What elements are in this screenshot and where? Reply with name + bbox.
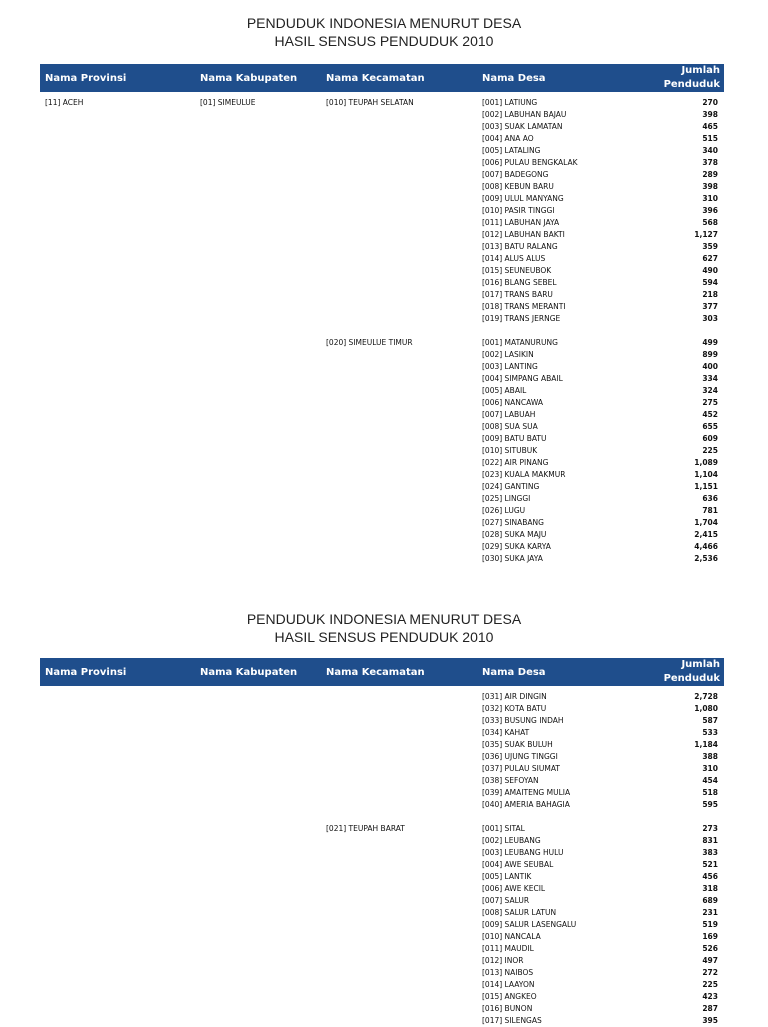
jumlah-cell: 359 (702, 242, 718, 251)
jumlah-cell: 636 (702, 494, 718, 503)
kabupaten-cell: [01] SIMEULUE (200, 98, 256, 107)
desa-cell: [032] KOTA BATU (482, 704, 547, 713)
desa-cell: [039] AMAITENG MULIA (482, 788, 571, 797)
header-kabupaten: Nama Kabupaten (200, 73, 298, 84)
jumlah-cell: 378 (702, 158, 718, 167)
header-provinsi: Nama Provinsi (45, 73, 127, 84)
jumlah-cell: 595 (702, 800, 718, 809)
desa-cell: [015] SEUNEUBOK (482, 266, 552, 275)
jumlah-cell: 1,104 (694, 470, 718, 479)
jumlah-cell: 272 (702, 968, 718, 977)
desa-cell: [015] ANGKEO (482, 992, 537, 1001)
desa-cell: [011] MAUDIL (482, 944, 534, 953)
desa-cell: [008] SUA SUA (482, 422, 538, 431)
desa-cell: [024] GANTING (482, 482, 540, 491)
desa-cell: [014] LAAYON (482, 980, 535, 989)
desa-cell: [030] SUKA JAYA (482, 554, 543, 563)
table-header (40, 64, 724, 92)
desa-cell: [029] SUKA KARYA (482, 542, 551, 551)
jumlah-cell: 334 (702, 374, 718, 383)
jumlah-cell: 452 (702, 410, 718, 419)
jumlah-cell: 2,415 (694, 530, 718, 539)
jumlah-cell: 465 (702, 122, 718, 131)
desa-cell: [009] SALUR LASENGALU (482, 920, 577, 929)
desa-cell: [018] TRANS MERANTI (482, 302, 566, 311)
desa-cell: [007] LABUAH (482, 410, 536, 419)
jumlah-cell: 655 (702, 422, 718, 431)
jumlah-cell: 1,080 (694, 704, 718, 713)
jumlah-cell: 310 (702, 764, 718, 773)
jumlah-cell: 287 (702, 1004, 718, 1013)
jumlah-cell: 398 (702, 182, 718, 191)
jumlah-cell: 1,151 (694, 482, 718, 491)
desa-cell: [009] BATU BATU (482, 434, 547, 443)
desa-cell: [028] SUKA MAJU (482, 530, 547, 539)
desa-cell: [016] BLANG SEBEL (482, 278, 557, 287)
desa-cell: [004] SIMPANG ABAIL (482, 374, 563, 383)
desa-cell: [006] NANCAWA (482, 398, 543, 407)
table-header-repeat (40, 658, 724, 686)
desa-cell: [001] LATIUNG (482, 98, 538, 107)
header-jumlah (664, 64, 720, 92)
jumlah-cell: 270 (702, 98, 718, 107)
header-jumlah (664, 658, 720, 686)
header-desa: Nama Desa (482, 73, 546, 84)
desa-cell: [005] LANTIK (482, 872, 532, 881)
jumlah-cell: 383 (702, 848, 718, 857)
desa-cell: [026] LUGU (482, 506, 526, 515)
desa-cell: [007] SALUR (482, 896, 530, 905)
desa-cell: [035] SUAK BULUH (482, 740, 553, 749)
jumlah-cell: 388 (702, 752, 718, 761)
jumlah-cell: 396 (702, 206, 718, 215)
jumlah-cell: 398 (702, 110, 718, 119)
desa-cell: [007] BADEGONG (482, 170, 549, 179)
desa-cell: [008] SALUR LATUN (482, 908, 557, 917)
jumlah-cell: 318 (702, 884, 718, 893)
desa-cell: [012] INOR (482, 956, 524, 965)
desa-cell: [006] AWE KECIL (482, 884, 546, 893)
desa-cell: [003] LANTING (482, 362, 538, 371)
jumlah-cell: 231 (702, 908, 718, 917)
jumlah-cell: 400 (702, 362, 718, 371)
kecamatan-cell: [021] TEUPAH BARAT (326, 824, 405, 833)
jumlah-cell: 423 (702, 992, 718, 1001)
jumlah-cell: 377 (702, 302, 718, 311)
jumlah-cell: 456 (702, 872, 718, 881)
jumlah-cell: 273 (702, 824, 718, 833)
jumlah-cell: 395 (702, 1016, 718, 1025)
header-desa: Nama Desa (482, 667, 546, 678)
page-title-line1: PENDUDUK INDONESIA MENURUT DESA (246, 15, 522, 31)
jumlah-cell: 1,704 (694, 518, 718, 527)
desa-cell: [013] BATU RALANG (482, 242, 558, 251)
kecamatan-cell: [020] SIMEULUE TIMUR (326, 338, 413, 347)
jumlah-cell: 324 (702, 386, 718, 395)
jumlah-cell: 1,127 (694, 230, 718, 239)
jumlah-cell: 831 (702, 836, 718, 845)
jumlah-cell: 225 (702, 980, 718, 989)
desa-cell: [012] LABUHAN BAKTI (482, 230, 565, 239)
desa-cell: [016] BUNON (482, 1004, 533, 1013)
desa-cell: [014] ALUS ALUS (482, 254, 546, 263)
jumlah-cell: 218 (702, 290, 718, 299)
jumlah-cell: 310 (702, 194, 718, 203)
jumlah-cell: 225 (702, 446, 718, 455)
desa-cell: [022] AIR PINANG (482, 458, 549, 467)
jumlah-cell: 4,466 (694, 542, 718, 551)
jumlah-cell: 275 (702, 398, 718, 407)
desa-cell: [001] SITAL (482, 824, 525, 833)
header-provinsi: Nama Provinsi (45, 667, 127, 678)
desa-cell: [034] KAHAT (482, 728, 530, 737)
jumlah-cell: 899 (702, 350, 718, 359)
desa-cell: [002] LABUHAN BAJAU (482, 110, 567, 119)
jumlah-cell: 2,728 (694, 692, 718, 701)
jumlah-cell: 594 (702, 278, 718, 287)
jumlah-cell: 499 (702, 338, 718, 347)
header-kecamatan: Nama Kecamatan (326, 667, 425, 678)
desa-cell: [038] SEFOYAN (482, 776, 539, 785)
desa-cell: [037] PULAU SIUMAT (482, 764, 560, 773)
desa-cell: [023] KUALA MAKMUR (482, 470, 566, 479)
jumlah-cell: 340 (702, 146, 718, 155)
desa-cell: [031] AIR DINGIN (482, 692, 547, 701)
jumlah-cell: 1,184 (694, 740, 718, 749)
desa-cell: [017] SILENGAS (482, 1016, 542, 1025)
jumlah-cell: 627 (702, 254, 718, 263)
desa-cell: [005] LATALING (482, 146, 541, 155)
header-jumlah-line2: Penduduk (663, 673, 720, 684)
desa-cell: [010] SITUBUK (482, 446, 538, 455)
jumlah-cell: 781 (702, 506, 718, 515)
jumlah-cell: 568 (702, 218, 718, 227)
jumlah-cell: 515 (702, 134, 718, 143)
jumlah-cell: 518 (702, 788, 718, 797)
jumlah-cell: 587 (702, 716, 718, 725)
desa-cell: [009] ULUL MANYANG (482, 194, 564, 203)
desa-cell: [040] AMERIA BAHAGIA (482, 800, 570, 809)
header-jumlah-line2: Penduduk (663, 79, 720, 90)
header-kabupaten: Nama Kabupaten (200, 667, 298, 678)
jumlah-cell: 519 (702, 920, 718, 929)
jumlah-cell: 303 (702, 314, 718, 323)
desa-cell: [036] UJUNG TINGGI (482, 752, 558, 761)
desa-cell: [017] TRANS BARU (482, 290, 553, 299)
jumlah-cell: 533 (702, 728, 718, 737)
jumlah-cell: 2,536 (694, 554, 718, 563)
desa-cell: [004] AWE SEUBAL (482, 860, 554, 869)
desa-cell: [002] LASIKIN (482, 350, 534, 359)
desa-cell: [010] PASIR TINGGI (482, 206, 555, 215)
jumlah-cell: 521 (702, 860, 718, 869)
page-title-line2: HASIL SENSUS PENDUDUK 2010 (274, 33, 494, 49)
desa-cell: [010] NANCALA (482, 932, 541, 941)
desa-cell: [013] NAIBOS (482, 968, 534, 977)
header-jumlah-line1: Jumlah (681, 65, 720, 76)
jumlah-cell: 526 (702, 944, 718, 953)
jumlah-cell: 454 (702, 776, 718, 785)
desa-cell: [019] TRANS JERNGE (482, 314, 561, 323)
jumlah-cell: 1,089 (694, 458, 718, 467)
jumlah-cell: 289 (702, 170, 718, 179)
desa-cell: [005] ABAIL (482, 386, 527, 395)
desa-cell: [033] BUSUNG INDAH (482, 716, 564, 725)
desa-cell: [006] PULAU BENGKALAK (482, 158, 578, 167)
jumlah-cell: 689 (702, 896, 718, 905)
kecamatan-cell: [010] TEUPAH SELATAN (326, 98, 414, 107)
header-kecamatan: Nama Kecamatan (326, 73, 425, 84)
desa-cell: [001] MATANURUNG (482, 338, 558, 347)
jumlah-cell: 490 (702, 266, 718, 275)
desa-cell: [011] LABUHAN JAYA (482, 218, 560, 227)
desa-cell: [002] LEUBANG (482, 836, 541, 845)
desa-cell: [025] LINGGI (482, 494, 531, 503)
desa-cell: [004] ANA AO (482, 134, 534, 143)
jumlah-cell: 497 (702, 956, 718, 965)
desa-cell: [027] SINABANG (482, 518, 544, 527)
desa-cell: [003] SUAK LAMATAN (482, 122, 563, 131)
page-title-line2-repeat: HASIL SENSUS PENDUDUK 2010 (274, 629, 494, 645)
desa-cell: [008] KEBUN BARU (482, 182, 554, 191)
header-jumlah-line1: Jumlah (681, 659, 720, 670)
jumlah-cell: 169 (702, 932, 718, 941)
desa-cell: [003] LEUBANG HULU (482, 848, 564, 857)
page-title-line1-repeat: PENDUDUK INDONESIA MENURUT DESA (246, 611, 522, 627)
jumlah-cell: 609 (702, 434, 718, 443)
provinsi-cell: [11] ACEH (45, 98, 84, 107)
